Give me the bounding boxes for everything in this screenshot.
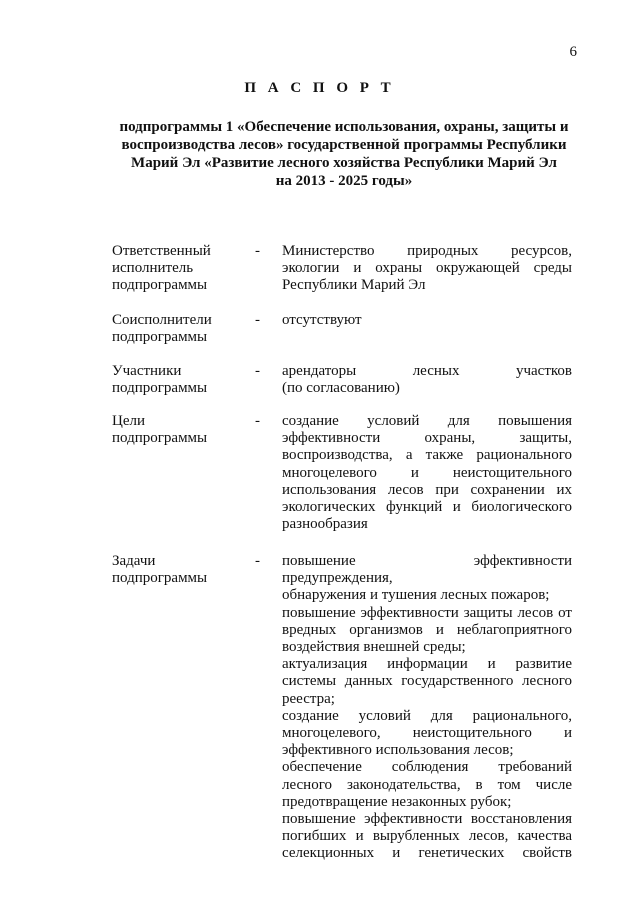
row-label <box>112 553 247 587</box>
label-line: Цели <box>112 413 146 429</box>
content-line: отсутствуют <box>282 312 362 328</box>
content-line: погибших и вырубленных лесов, качества <box>282 828 572 845</box>
row-dash: - <box>255 363 260 379</box>
row-label <box>112 413 247 447</box>
document-subtitle <box>100 118 588 190</box>
subtitle-line: подпрограммы 1 «Обеспечение использования, охраны, защиты и <box>119 119 569 135</box>
label-line: Задачи <box>112 553 156 569</box>
row-dash: - <box>255 553 260 569</box>
content-line: разнообразия <box>282 516 368 533</box>
label-line: подпрограммы <box>112 277 208 294</box>
row-content <box>282 363 572 397</box>
subtitle-line: воспроизводства лесов» государственной программы Республики <box>121 137 567 153</box>
label-line: подпрограммы <box>112 570 208 587</box>
label-line: исполнитель <box>112 260 194 277</box>
content-line: повышение эффективности восстановления <box>282 811 572 828</box>
content-line: обеспечение соблюдения требований <box>282 759 572 776</box>
content-line: реестра; <box>282 690 335 707</box>
content-line: (по согласованию) <box>282 380 400 397</box>
row-dash: - <box>255 312 260 328</box>
content-line: использования лесов при сохранении их <box>282 481 572 498</box>
label-line: подпрограммы <box>112 329 208 346</box>
row-content <box>282 413 572 533</box>
content-line: вредных организмов и неблагоприятного <box>282 621 572 638</box>
row-label <box>112 312 247 346</box>
content-line: актуализация информации и развитие <box>282 656 572 673</box>
content-line: селекционных и генетических свойств <box>282 845 572 862</box>
subtitle-line: Марий Эл «Развитие лесного хозяйства Республики Марий Эл <box>131 155 557 171</box>
content-line: Министерство природных ресурсов, <box>282 243 572 259</box>
content-line: повышение эффективности защиты лесов от <box>282 604 572 621</box>
content-line: воздействия внешней среды; <box>282 639 466 656</box>
content-line: воспроизводства, а также рационального <box>282 447 572 464</box>
content-line: многоцелевого и неистощительного <box>282 464 572 481</box>
page-number: 6 <box>569 44 577 60</box>
content-line: эффективности охраны, защиты, <box>282 430 572 447</box>
content-line: создание условий для рационального, <box>282 707 572 724</box>
row-dash: - <box>255 413 260 429</box>
content-line: предотвращение незаконных рубок; <box>282 793 512 810</box>
content-line: повышение эффективности предупреждения, <box>282 553 572 587</box>
label-line: Участники <box>112 363 182 379</box>
row-content <box>282 553 572 863</box>
document-title: П А С П О Р Т <box>244 80 395 96</box>
label-line: Соисполнители <box>112 312 212 328</box>
content-line: обнаружения и тушения лесных пожаров; <box>282 587 550 604</box>
content-line: системы данных государственного лесного <box>282 673 572 690</box>
content-line: лесного законодательства, в том числе <box>282 776 572 793</box>
row-label <box>112 243 247 295</box>
subtitle-line: на 2013 - 2025 годы» <box>275 173 413 189</box>
content-line: экологии и охраны окружающей среды <box>282 260 572 277</box>
row-content <box>282 312 572 329</box>
label-line: подпрограммы <box>112 430 208 447</box>
content-line: создание условий для повышения <box>282 413 572 429</box>
row-label <box>112 363 247 397</box>
content-line: Республики Марий Эл <box>282 277 426 294</box>
label-line: Ответственный <box>112 243 211 259</box>
content-line: эффективного использования лесов; <box>282 742 514 759</box>
row-dash: - <box>255 243 260 259</box>
label-line: подпрограммы <box>112 380 208 397</box>
row-content <box>282 243 572 295</box>
content-line: многоцелевого, неистощительного и <box>282 725 572 742</box>
content-line: арендаторы лесных участков <box>282 363 572 379</box>
content-line: экологических функций и биологического <box>282 499 572 516</box>
